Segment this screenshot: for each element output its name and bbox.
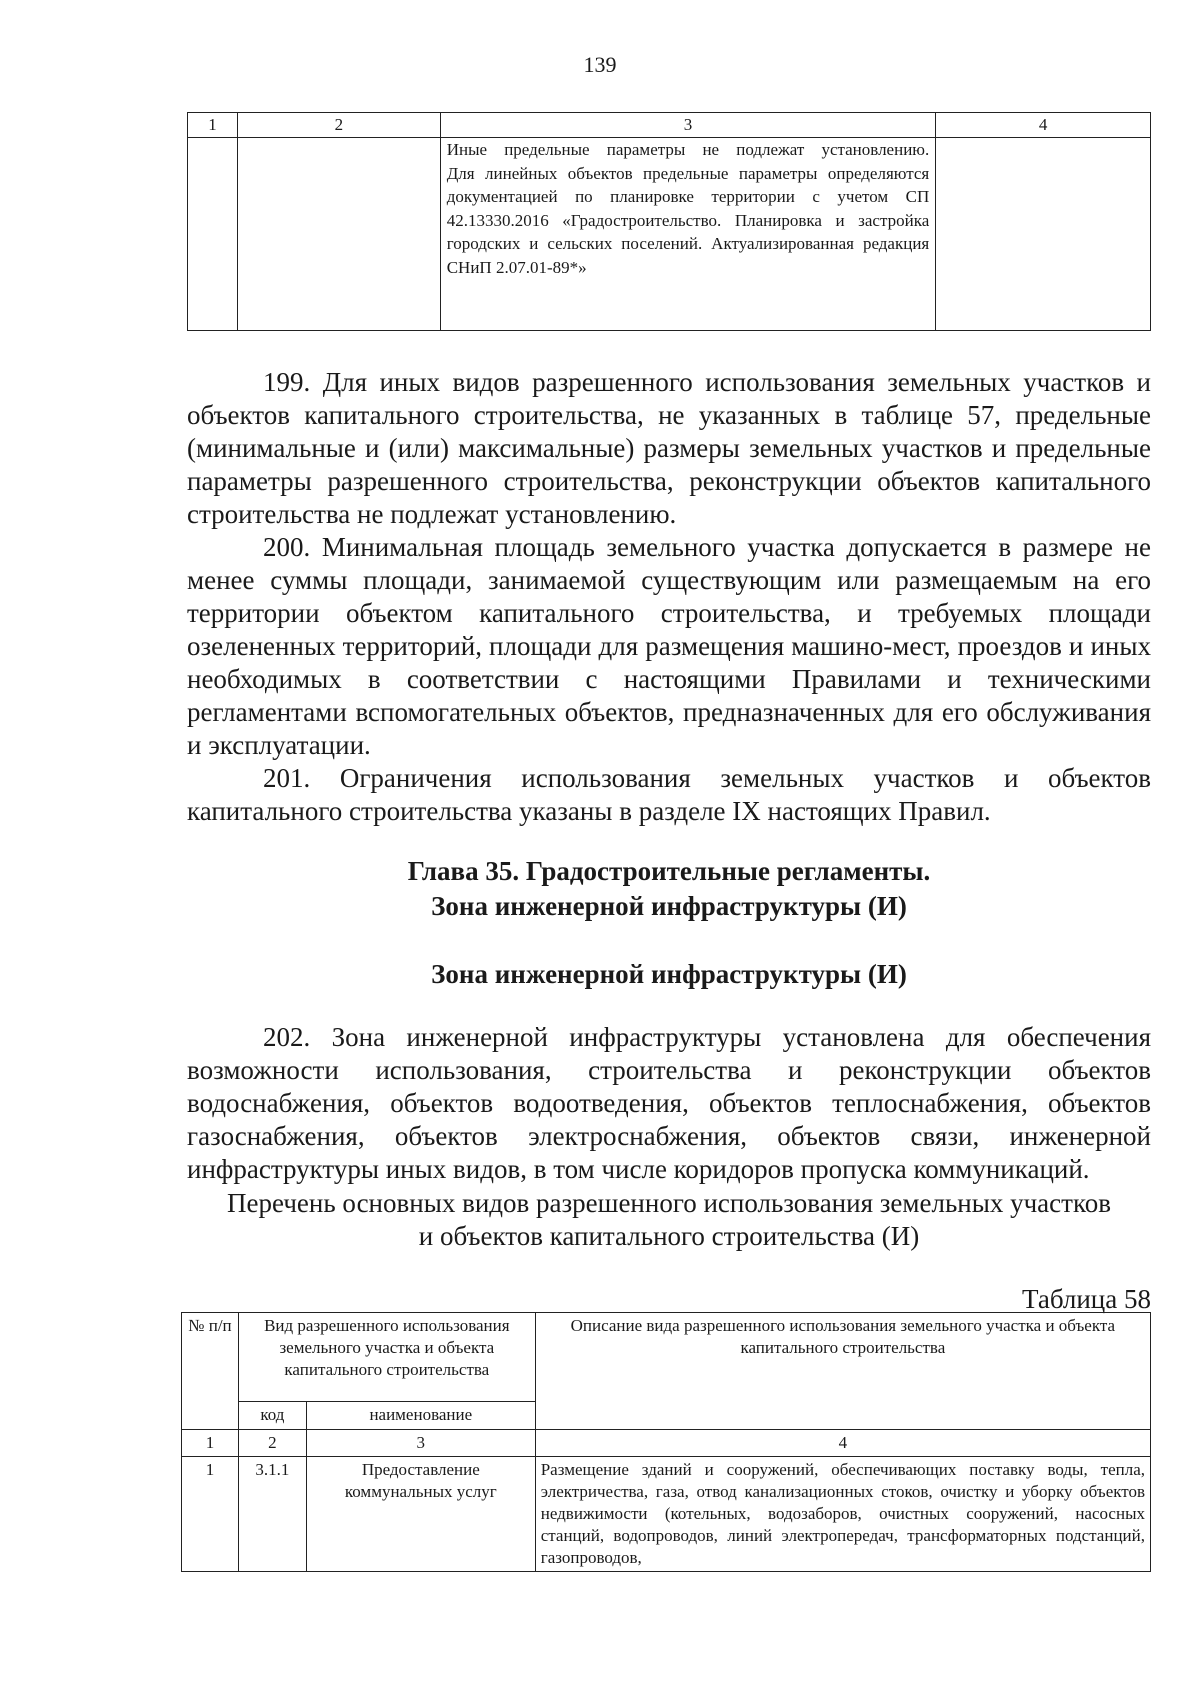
body-text xyxy=(187,366,1151,828)
index-cell-4: 4 xyxy=(535,1430,1150,1457)
table-caption: Таблица 58 xyxy=(1022,1284,1151,1314)
body-text-202 xyxy=(187,1021,1151,1186)
row-num: 1 xyxy=(182,1457,239,1572)
zone-table xyxy=(181,1312,1151,1572)
chapter-heading xyxy=(187,854,1151,924)
list-title-line2: и объектов капитального строительства (И) xyxy=(418,1221,920,1251)
index-cell-3: 3 xyxy=(306,1430,535,1457)
zone-heading: Зона инженерной инфраструктуры (И) xyxy=(431,959,907,989)
row-code: 3.1.1 xyxy=(238,1457,306,1572)
list-title-line1: Перечень основных видов разрешенного использования земельных участков xyxy=(227,1188,1111,1218)
row-desc: Размещение зданий и сооружений, обеспечивающих поставку воды, тепла, электричества, газа, отвод канализационных стоков, очистку и уборку объектов недвижимости (котельных, водозаборов, очистных сооружений, насосных станций, водопроводов, линий электропередач, трансформаторных подстанций, газопроводов, xyxy=(535,1457,1150,1572)
index-cell-1: 1 xyxy=(182,1430,239,1457)
col-index-1: 1 xyxy=(188,113,238,138)
list-title xyxy=(187,1187,1151,1253)
paragraph-199: 199. Для иных видов разрешенного использования земельных участков и объектов капитального строительства, не указанных в таблице 57, предельные (минимальные и (или) максимальные) размеры земельных участков и предельные параметры разрешенного строительства, реконструкции объектов капитального строительства не подлежат установлению. xyxy=(187,367,1151,529)
paragraph-201: 201. Ограничения использования земельных участков и объектов капитального строительства указаны в разделе IX настоящих Правил. xyxy=(187,763,1151,826)
paragraph-200: 200. Минимальная площадь земельного участка допускается в размере не менее суммы площади, занимаемой существующим или размещаемым на его территории объектом капитального строительства, и требуемых площади озелененных территорий, площади для размещения машино-мест, проездов и иных необходимых в соответствии с настоящими Правилами и техническими регламентами вспомогательных объектов, предназначенных для его обслуживания и эксплуатации. xyxy=(187,532,1151,760)
index-cell-2: 2 xyxy=(238,1430,306,1457)
continuation-table xyxy=(187,112,1151,331)
empty-cell xyxy=(188,138,238,331)
paragraph-202: 202. Зона инженерной инфраструктуры установлена для обеспечения возможности использования, строительства и реконструкции объектов водоснабжения, объектов водоотведения, объектов теплоснабжения, объектов газоснабжения, объектов электроснабжения, объектов связи, инженерной инфраструктуры иных видов, в том числе коридоров пропуска коммуникаций. xyxy=(187,1022,1151,1184)
header-vid: Вид разрешенного использования земельного участка и объекта капитального строительства xyxy=(238,1313,535,1402)
table-row xyxy=(182,1457,1151,1572)
chapter-heading-line1: Глава 35. Градостроительные регламенты. xyxy=(407,856,931,886)
col-index-2: 2 xyxy=(237,113,440,138)
header-name: наименование xyxy=(306,1402,535,1430)
row-name: Предоставление коммунальных услуг xyxy=(306,1457,535,1572)
empty-cell xyxy=(237,138,440,331)
parameters-text-2: Для линейных объектов предельные параметры определяются документацией по планировке территории с учетом СП 42.13330.2016 «Градостроительство. Планировка и застройка городских и сельских поселений. Актуализированная редакция СНиП 2.07.01-89*» xyxy=(446,163,930,277)
empty-cell xyxy=(936,138,1151,331)
header-num: № п/п xyxy=(182,1313,239,1430)
page-number: 139 xyxy=(583,52,617,77)
parameters-text-1: Иные предельные параметры не подлежат установлению. xyxy=(446,140,930,159)
parameters-cell xyxy=(440,138,936,331)
header-code: код xyxy=(238,1402,306,1430)
chapter-heading-line2: Зона инженерной инфраструктуры (И) xyxy=(431,891,907,921)
header-desc: Описание вида разрешенного использования земельного участка и объекта капитального строительства xyxy=(535,1313,1150,1430)
col-index-4: 4 xyxy=(936,113,1151,138)
col-index-3: 3 xyxy=(440,113,936,138)
